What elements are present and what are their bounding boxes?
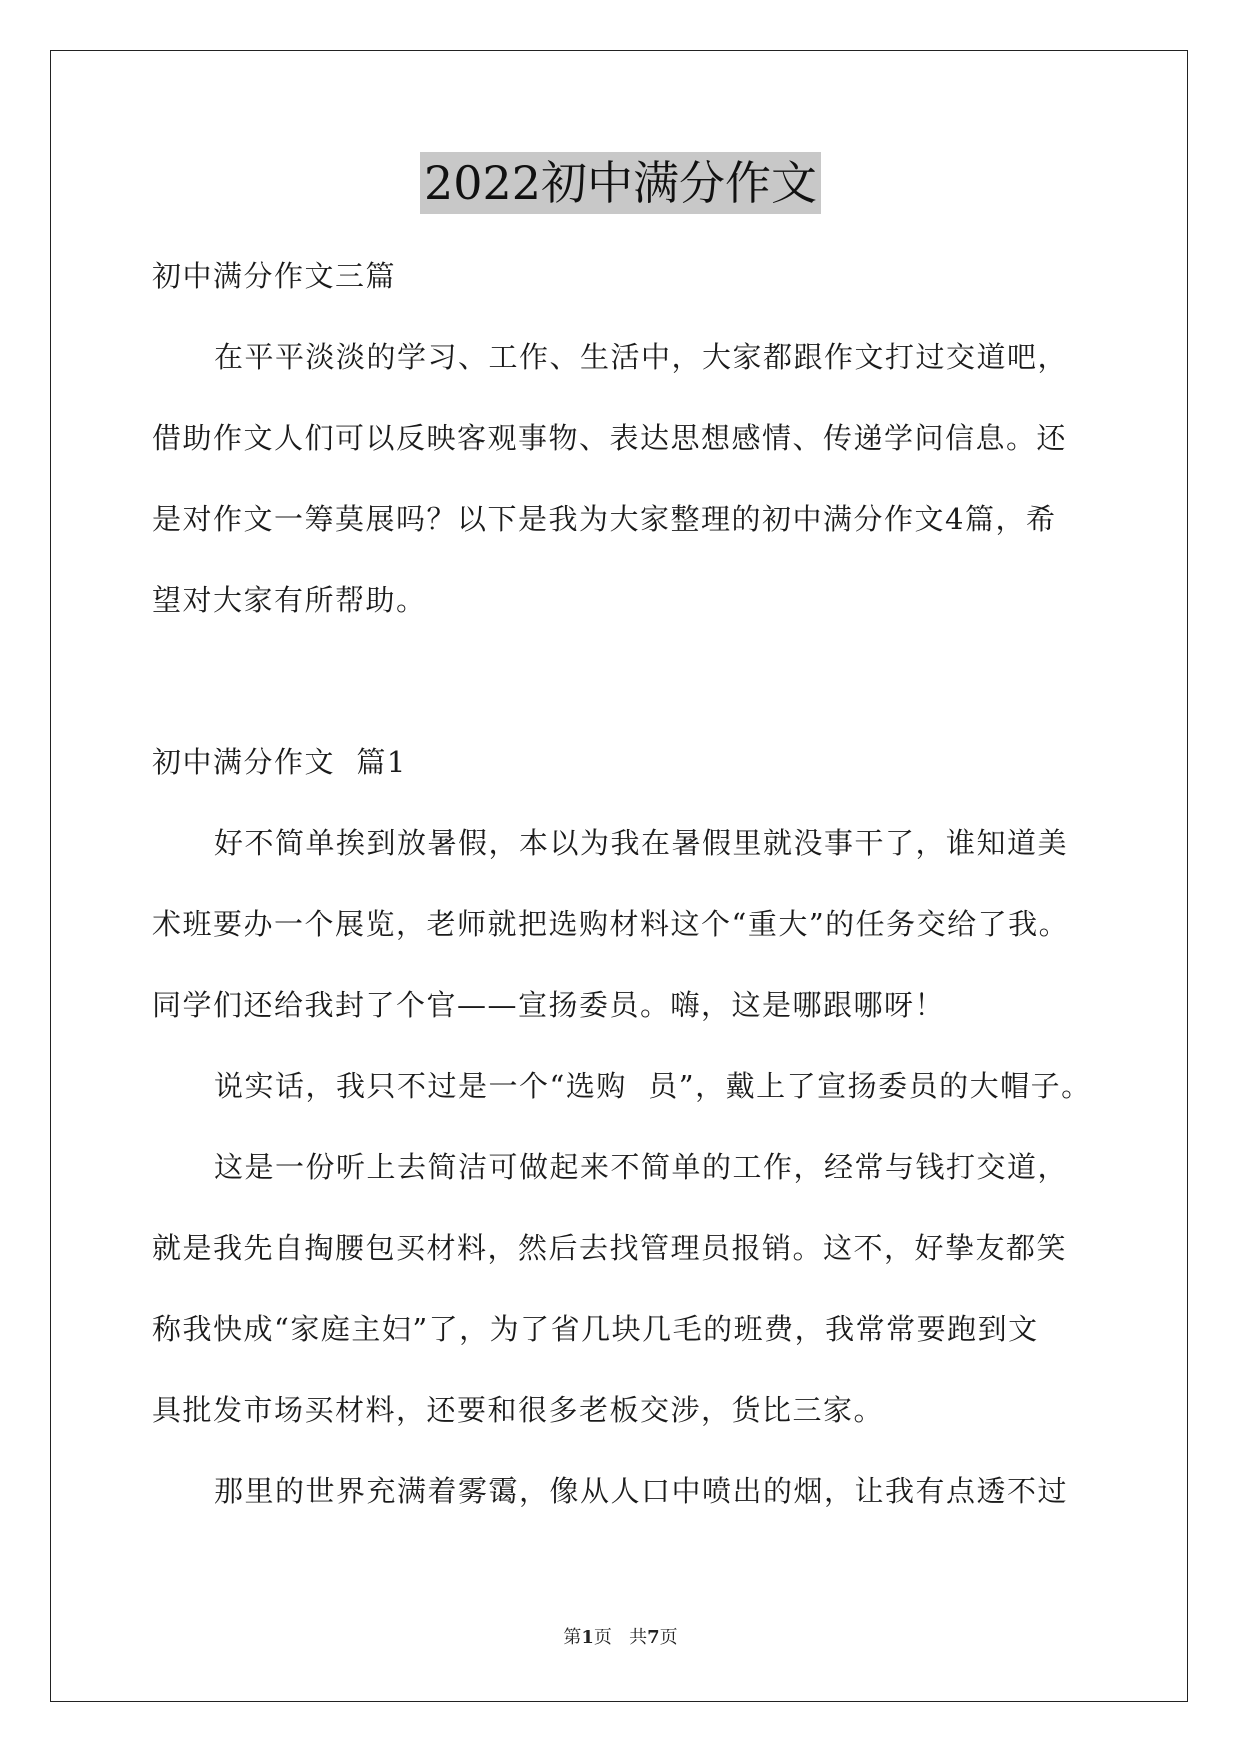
intro-line: 借助作文人们可以反映客观事物、表达思想感情、传递学问信息。还	[152, 421, 1068, 455]
paragraph-line: 称我快成“家庭主妇”了，为了省几块几毛的班费，我常常要跑到文	[152, 1312, 1039, 1346]
paragraph-line: 说实话，我只不过是一个“选购 员”，戴上了宣扬委员的大帽子。	[214, 1069, 1092, 1103]
paragraph-line: 同学们还给我封了个官——宣扬委员。嗨，这是哪跟哪呀！	[152, 988, 946, 1022]
paragraph-line: 术班要办一个展览，老师就把选购材料这个“重大”的任务交给了我。	[152, 907, 1070, 941]
intro-line: 望对大家有所帮助。	[152, 583, 427, 617]
total-page-number: 7	[647, 1627, 660, 1648]
page-footer	[0, 1626, 1241, 1650]
paragraph-line: 那里的世界充满着雾霭，像从人口中喷出的烟，让我有点透不过	[214, 1474, 1069, 1508]
footer-suffix: 页	[659, 1627, 678, 1648]
section-heading: 初中满分作文 篇1	[152, 745, 407, 779]
paragraph-gap	[152, 641, 1142, 722]
footer-prefix: 第	[563, 1627, 582, 1648]
document-body	[152, 236, 1142, 1532]
paragraph-line: 就是我先自掏腰包买材料，然后去找管理员报销。这不，好挚友都笑	[152, 1231, 1068, 1265]
intro-line: 在平平淡淡的学习、工作、生活中，大家都跟作文打过交道吧，	[214, 340, 1069, 374]
title-container	[0, 152, 1241, 214]
document-subtitle: 初中满分作文三篇	[152, 259, 397, 293]
intro-line: 是对作文一筹莫展吗？以下是我为大家整理的初中满分作文4篇，希	[152, 502, 1057, 536]
document-title: 2022初中满分作文	[420, 152, 821, 214]
paragraph-line: 具批发市场买材料，还要和很多老板交涉，货比三家。	[152, 1393, 885, 1427]
paragraph-line: 好不简单挨到放暑假，本以为我在暑假里就没事干了，谁知道美	[214, 826, 1069, 860]
current-page-number: 1	[581, 1627, 594, 1648]
footer-mid: 页 共	[593, 1627, 648, 1648]
paragraph-line: 这是一份听上去简洁可做起来不简单的工作，经常与钱打交道，	[214, 1150, 1069, 1184]
